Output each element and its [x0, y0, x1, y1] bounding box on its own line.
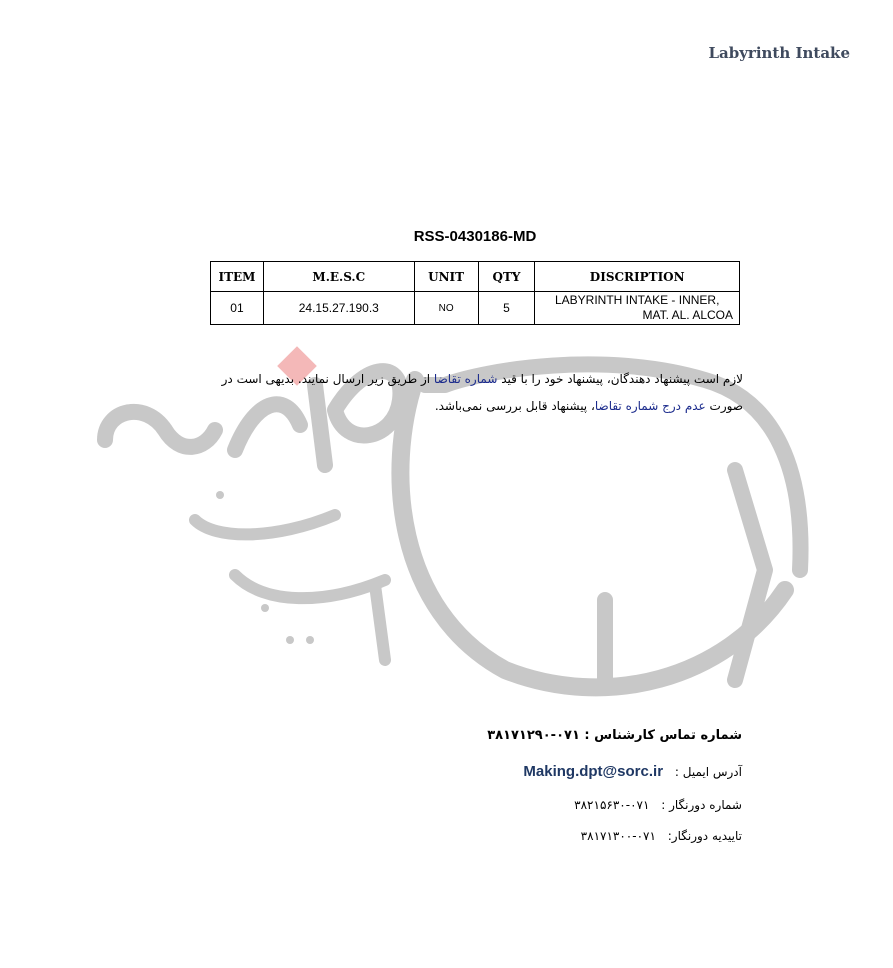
table-row	[211, 292, 740, 325]
email-label: آدرس ایمیل :	[674, 765, 742, 779]
notice-text-3: ، پیشنهاد قابل بررسی نمی‌باشد.	[434, 399, 595, 413]
notice-text-1: لازم است پیشنهاد دهندگان، پیشنهاد خود را با قید	[497, 372, 743, 386]
fax-confirm-value: ۰۷۱-۳۸۱۷۱۳۰۰	[580, 829, 656, 843]
fax-confirm-row	[581, 829, 742, 843]
notice-highlight-missing-number: عدم درج شماره تقاضا	[594, 399, 706, 413]
cell-mesc: 24.15.27.190.3	[263, 292, 414, 325]
cell-item: 01	[211, 292, 264, 325]
fax-value: ۰۷۱-۳۸۲۱۵۶۳۰	[574, 798, 650, 812]
column-header-unit: UNIT	[414, 262, 478, 292]
table-header-row	[211, 262, 740, 292]
email-row	[523, 763, 742, 780]
fax-confirm-label: تاییدیه دورنگار:	[667, 829, 742, 843]
cell-description	[535, 292, 740, 325]
fax-row	[574, 798, 742, 812]
description-line-2: MAT. AL. ALCOA	[642, 308, 733, 322]
column-header-mesc: M.E.S.C	[263, 262, 414, 292]
notice-paragraph	[205, 366, 743, 420]
column-header-qty: QTY	[478, 262, 535, 292]
column-header-item: ITEM	[211, 262, 264, 292]
fax-label: شماره دورنگار :	[661, 798, 742, 812]
items-table	[210, 261, 740, 325]
notice-highlight-request-number: شماره تقاضا	[433, 372, 498, 386]
cell-unit: NO	[414, 292, 478, 325]
notice-text-2: از طریق زیر ارسال نمایند. بدیهی است در صورت	[221, 372, 743, 413]
expert-phone-label: شماره تماس کارشناس :	[584, 728, 742, 743]
expert-phone-value: ۰۷۱-۳۸۱۷۱۲۹۰	[487, 728, 580, 743]
email-link[interactable]: Making.dpt@sorc.ir	[523, 763, 664, 780]
header-title: Labyrinth Intake	[708, 44, 850, 62]
description-line-1: LABYRINTH INTAKE - INNER,	[554, 293, 720, 307]
request-number: RSS-0430186-MD	[413, 228, 537, 245]
column-header-description: DISCRIPTION	[535, 262, 740, 292]
expert-phone-row	[487, 728, 742, 743]
cell-qty: 5	[478, 292, 535, 325]
